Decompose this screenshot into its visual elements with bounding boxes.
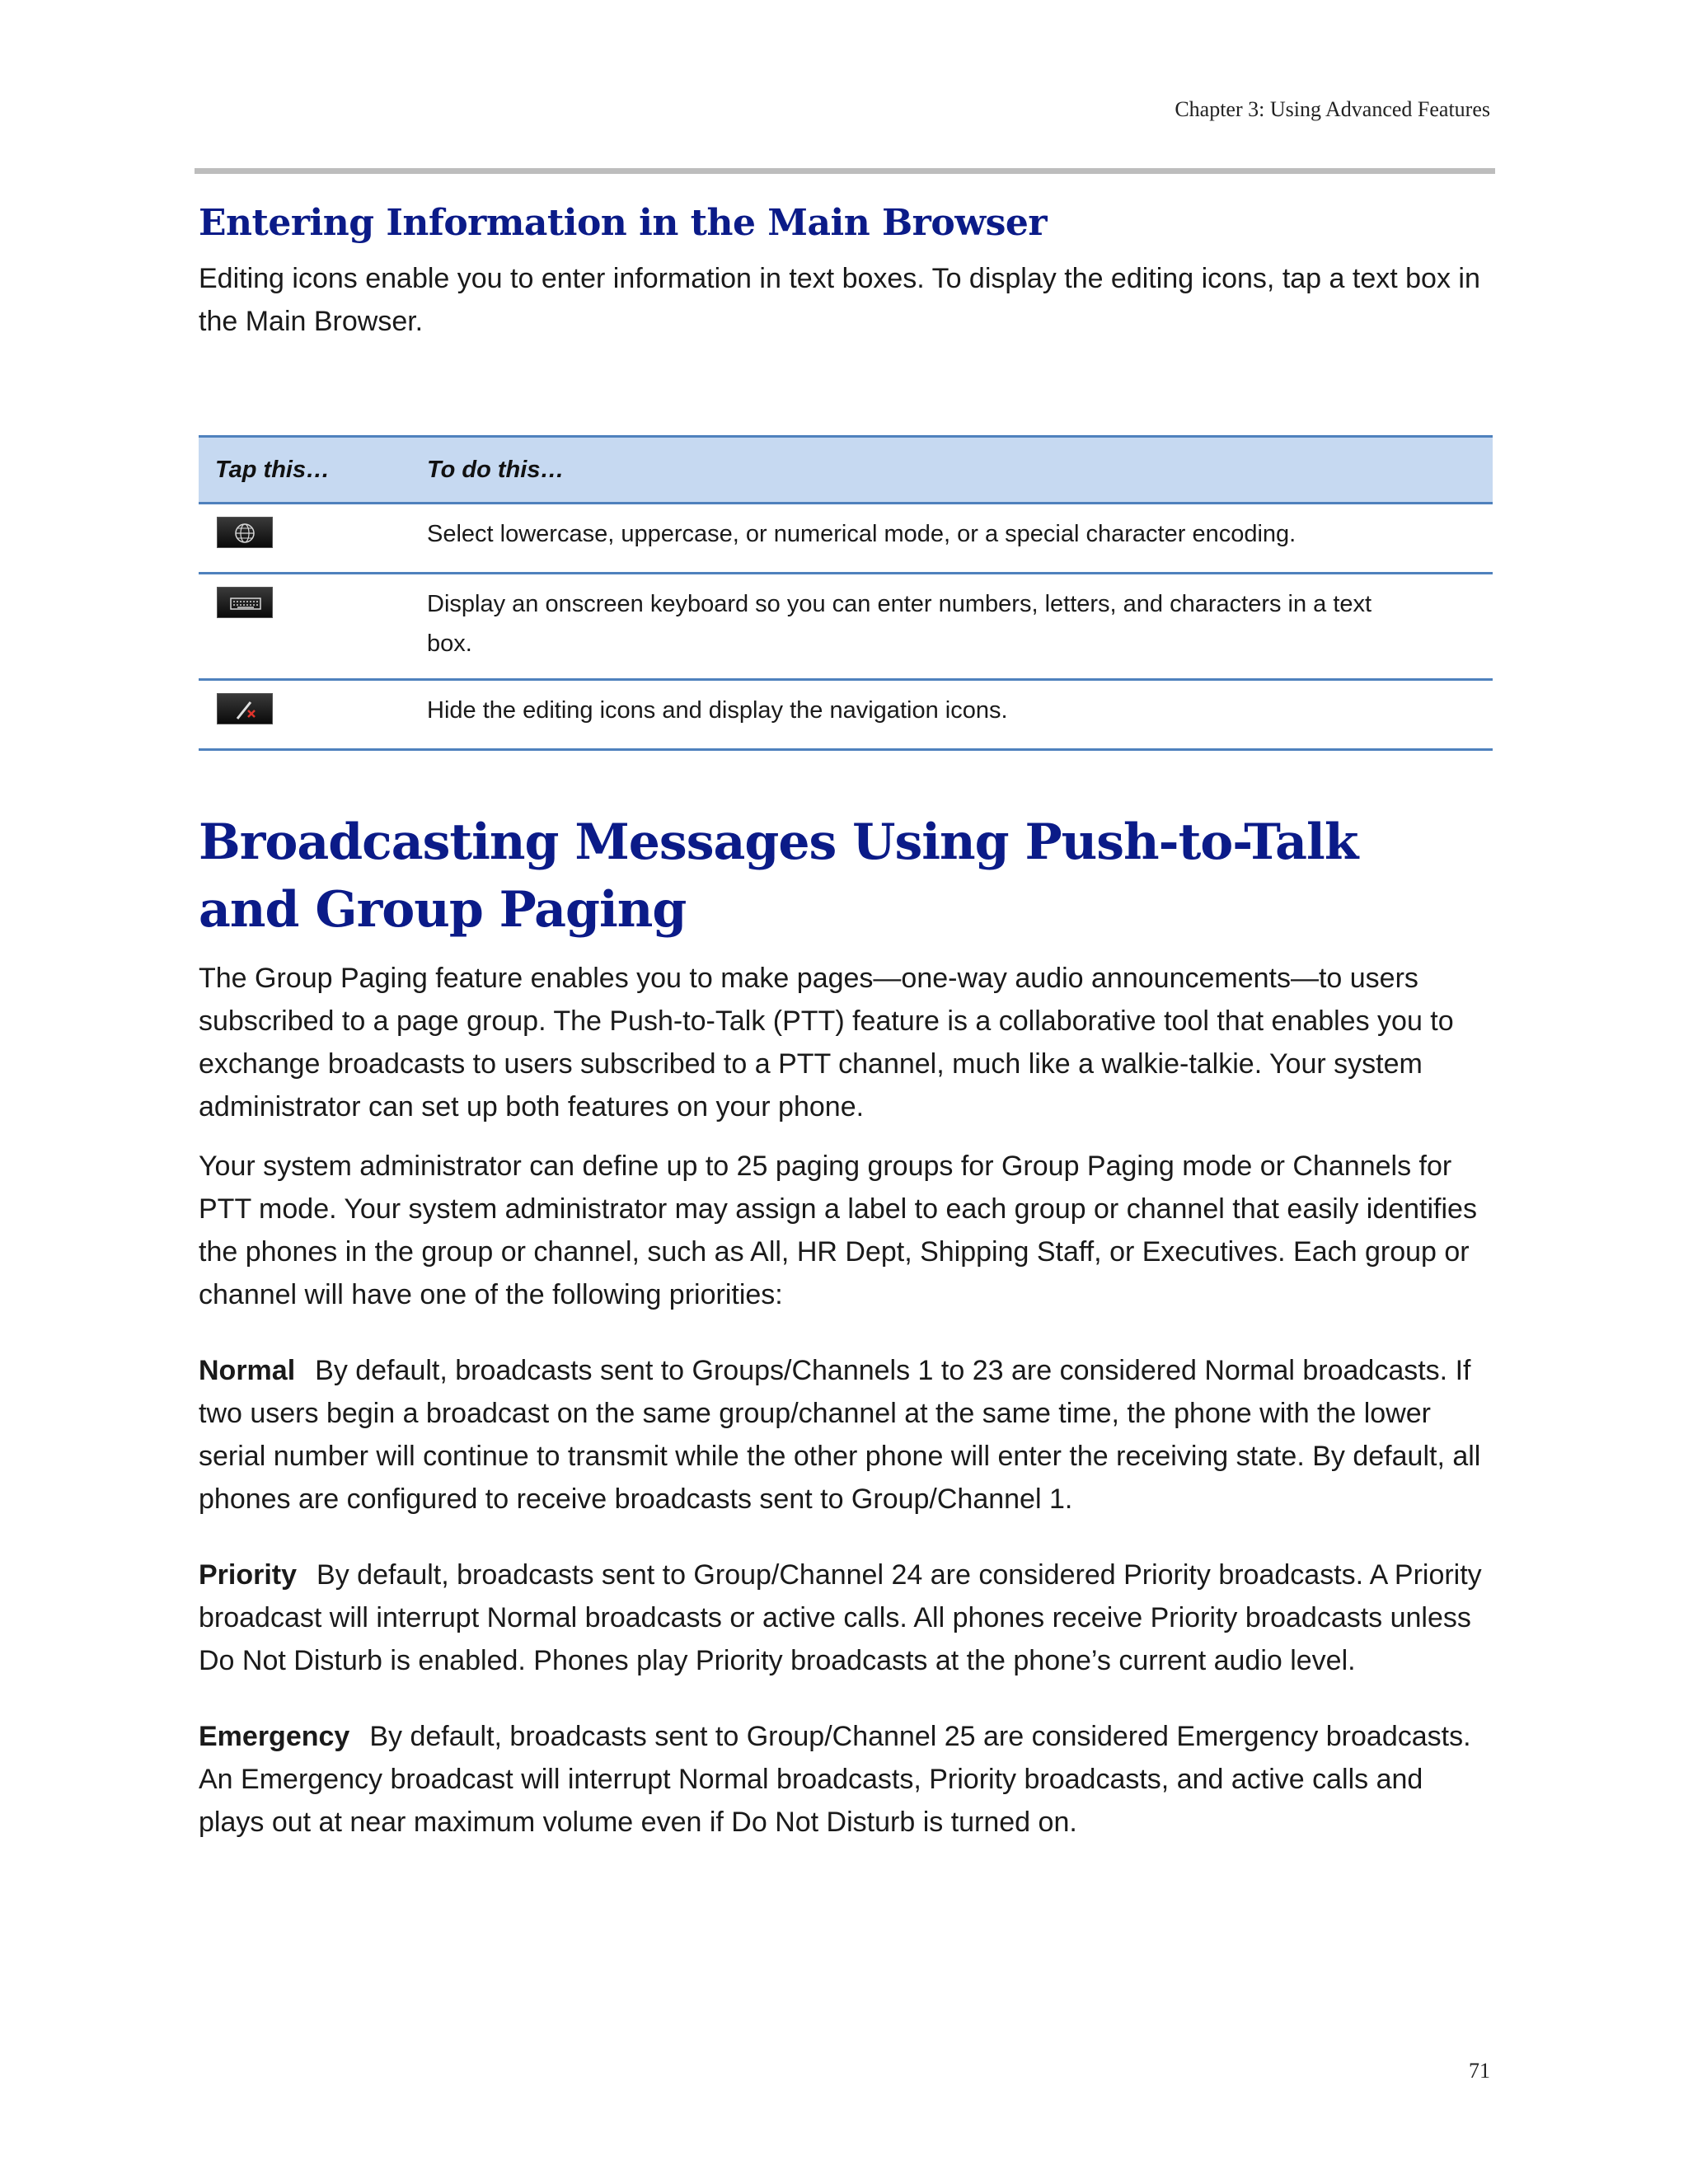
broadcast-intro-paragraph: The Group Paging feature enables you to make pages—one-way audio announcements—to users subscribed to a page group. The Push-to-Talk (PTT) feature is a collaborative tool that enables you to exchange broadcasts to users subscribed to a PTT channel, much like a walkie-talkie. Your system administrator can set up both features on your phone. xyxy=(199,963,1454,1122)
action-cell: Select lowercase, uppercase, or numerical mode, or a special character encoding. xyxy=(427,504,1493,574)
keyboard-icon xyxy=(217,587,273,618)
priority-text-emergency: By default, broadcasts sent to Group/Channel 25 are considered Emergency broadcasts. An Emergency broadcast will interrupt Normal broadcasts, Priority broadcasts, and active calls and plays out at near maximum volume even if Do Not Disturb is turned on. xyxy=(199,1721,1471,1838)
priority-term-normal: Normal xyxy=(199,1355,296,1386)
column-header-tap: Tap this… xyxy=(199,437,427,504)
running-header: Chapter 3: Using Advanced Features xyxy=(1175,97,1490,121)
page-content xyxy=(199,198,1493,1844)
priority-term-priority: Priority xyxy=(199,1559,298,1591)
editing-icons-table xyxy=(199,435,1493,751)
column-header-action: To do this… xyxy=(427,437,1493,504)
action-cell: Hide the editing icons and display the navigation icons. xyxy=(427,680,1493,750)
table-row xyxy=(199,574,1493,680)
priority-text-priority: By default, broadcasts sent to Group/Channel 24 are considered Priority broadcasts. A Priority broadcast will interrupt Normal broadcasts or active calls. All phones receive Priority broadcasts unless Do Not Disturb is enabled. Phones play Priority broadcasts at the phone’s current audio level. xyxy=(199,1559,1482,1676)
icon-cell xyxy=(199,504,427,574)
globe-mode-icon xyxy=(217,517,273,548)
priority-emergency-paragraph xyxy=(199,1715,1493,1844)
intro-paragraph: Editing icons enable you to enter information in text boxes. To display the editing icons, tap a text box in the Main Browser. xyxy=(199,263,1480,337)
icon-cell xyxy=(199,680,427,750)
table-row xyxy=(199,504,1493,574)
priority-priority-paragraph xyxy=(199,1554,1493,1682)
priority-normal-paragraph xyxy=(199,1349,1493,1521)
priority-term-emergency: Emergency xyxy=(199,1721,350,1752)
section-heading-entering-information: Entering Information in the Main Browser xyxy=(199,202,1048,244)
header-rule xyxy=(195,168,1495,174)
hide-editing-icon xyxy=(217,693,273,724)
priority-text-normal: By default, broadcasts sent to Groups/Channels 1 to 23 are considered Normal broadcasts. If two users begin a broadcast on the same group/channel at the same time, the phone with the lower serial number will continue to transmit while the other phone will enter the receiving state. By default, all phones are configured to receive broadcasts sent to Group/Channel 1. xyxy=(199,1355,1481,1515)
section-heading-broadcasting: Broadcasting Messages Using Push-to-Talk and Group Paging xyxy=(199,813,1358,939)
action-cell: Display an onscreen keyboard so you can enter numbers, letters, and characters in a text box. xyxy=(427,574,1493,680)
page-number: 71 xyxy=(1469,2059,1490,2083)
icon-cell xyxy=(199,574,427,680)
table-row xyxy=(199,680,1493,750)
table-header-row xyxy=(199,437,1493,504)
paging-groups-paragraph: Your system administrator can define up to 25 paging groups for Group Paging mode or Channels for PTT mode. Your system administrator may assign a label to each group or channel that easily identifies the phones in the group or channel, such as All, HR Dept, Shipping Staff, or Executives. Each group or channel will have one of the following priorities: xyxy=(199,1151,1477,1310)
